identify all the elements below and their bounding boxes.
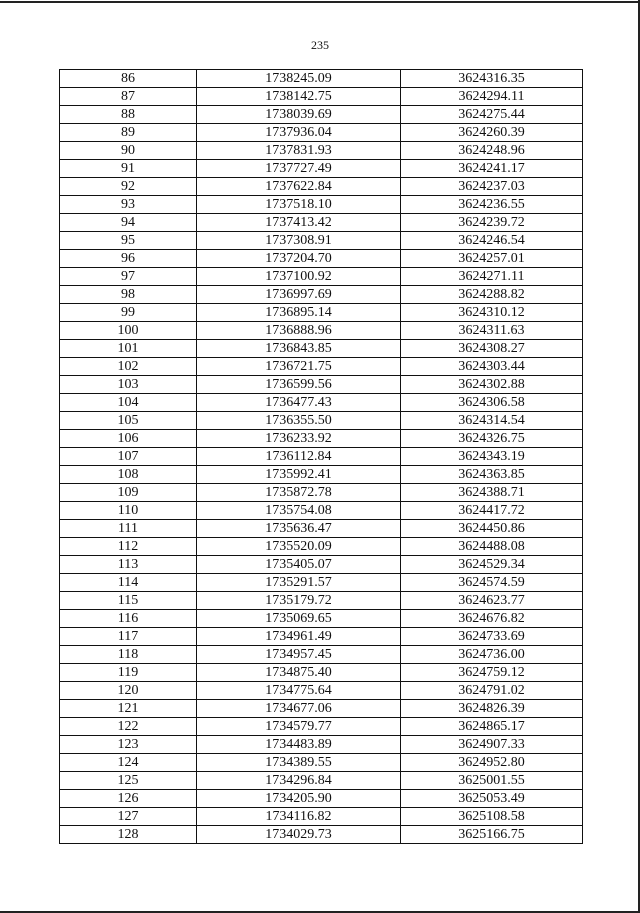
table-row bbox=[60, 250, 583, 268]
point-number-cell: 102 bbox=[60, 358, 197, 376]
table-row bbox=[60, 718, 583, 736]
table-row bbox=[60, 610, 583, 628]
table-row bbox=[60, 646, 583, 664]
table-row bbox=[60, 754, 583, 772]
y-coordinate-cell: 3624343.19 bbox=[401, 448, 583, 466]
point-number-cell: 87 bbox=[60, 88, 197, 106]
point-number-cell: 115 bbox=[60, 592, 197, 610]
x-coordinate-cell: 1735291.57 bbox=[197, 574, 401, 592]
table-row bbox=[60, 448, 583, 466]
y-coordinate-cell: 3624529.34 bbox=[401, 556, 583, 574]
table-row bbox=[60, 790, 583, 808]
y-coordinate-cell: 3624574.59 bbox=[401, 574, 583, 592]
point-number-cell: 119 bbox=[60, 664, 197, 682]
y-coordinate-cell: 3624310.12 bbox=[401, 304, 583, 322]
table-row bbox=[60, 70, 583, 88]
x-coordinate-cell: 1734029.73 bbox=[197, 826, 401, 844]
point-number-cell: 91 bbox=[60, 160, 197, 178]
point-number-cell: 122 bbox=[60, 718, 197, 736]
x-coordinate-cell: 1736233.92 bbox=[197, 430, 401, 448]
point-number-cell: 116 bbox=[60, 610, 197, 628]
table-row bbox=[60, 304, 583, 322]
point-number-cell: 96 bbox=[60, 250, 197, 268]
point-number-cell: 121 bbox=[60, 700, 197, 718]
y-coordinate-cell: 3624736.00 bbox=[401, 646, 583, 664]
x-coordinate-cell: 1736888.96 bbox=[197, 322, 401, 340]
table-row bbox=[60, 538, 583, 556]
point-number-cell: 108 bbox=[60, 466, 197, 484]
table-row bbox=[60, 430, 583, 448]
table-row bbox=[60, 484, 583, 502]
y-coordinate-cell: 3624260.39 bbox=[401, 124, 583, 142]
point-number-cell: 99 bbox=[60, 304, 197, 322]
x-coordinate-cell: 1734957.45 bbox=[197, 646, 401, 664]
table-row bbox=[60, 232, 583, 250]
table-row bbox=[60, 664, 583, 682]
point-number-cell: 95 bbox=[60, 232, 197, 250]
table-row bbox=[60, 808, 583, 826]
y-coordinate-cell: 3624303.44 bbox=[401, 358, 583, 376]
y-coordinate-cell: 3624676.82 bbox=[401, 610, 583, 628]
table-row bbox=[60, 628, 583, 646]
x-coordinate-cell: 1737936.04 bbox=[197, 124, 401, 142]
y-coordinate-cell: 3624236.55 bbox=[401, 196, 583, 214]
table-row bbox=[60, 178, 583, 196]
y-coordinate-cell: 3624257.01 bbox=[401, 250, 583, 268]
table-row bbox=[60, 772, 583, 790]
y-coordinate-cell: 3624306.58 bbox=[401, 394, 583, 412]
point-number-cell: 90 bbox=[60, 142, 197, 160]
table-row bbox=[60, 88, 583, 106]
table-row bbox=[60, 682, 583, 700]
scan-edge-top bbox=[0, 1, 640, 3]
point-number-cell: 106 bbox=[60, 430, 197, 448]
y-coordinate-cell: 3625166.75 bbox=[401, 826, 583, 844]
point-number-cell: 123 bbox=[60, 736, 197, 754]
x-coordinate-cell: 1734483.89 bbox=[197, 736, 401, 754]
x-coordinate-cell: 1736997.69 bbox=[197, 286, 401, 304]
x-coordinate-cell: 1735520.09 bbox=[197, 538, 401, 556]
point-number-cell: 94 bbox=[60, 214, 197, 232]
table-row bbox=[60, 286, 583, 304]
x-coordinate-cell: 1734579.77 bbox=[197, 718, 401, 736]
table-row bbox=[60, 574, 583, 592]
table-row bbox=[60, 592, 583, 610]
point-number-cell: 104 bbox=[60, 394, 197, 412]
table-row bbox=[60, 700, 583, 718]
x-coordinate-cell: 1736112.84 bbox=[197, 448, 401, 466]
y-coordinate-cell: 3624326.75 bbox=[401, 430, 583, 448]
x-coordinate-cell: 1734389.55 bbox=[197, 754, 401, 772]
table-row bbox=[60, 106, 583, 124]
y-coordinate-cell: 3624241.17 bbox=[401, 160, 583, 178]
table-row bbox=[60, 142, 583, 160]
x-coordinate-cell: 1734775.64 bbox=[197, 682, 401, 700]
y-coordinate-cell: 3624288.82 bbox=[401, 286, 583, 304]
y-coordinate-cell: 3624275.44 bbox=[401, 106, 583, 124]
point-number-cell: 120 bbox=[60, 682, 197, 700]
point-number-cell: 109 bbox=[60, 484, 197, 502]
x-coordinate-cell: 1736843.85 bbox=[197, 340, 401, 358]
x-coordinate-cell: 1736721.75 bbox=[197, 358, 401, 376]
x-coordinate-cell: 1737308.91 bbox=[197, 232, 401, 250]
x-coordinate-cell: 1735872.78 bbox=[197, 484, 401, 502]
table-row bbox=[60, 556, 583, 574]
y-coordinate-cell: 3624733.69 bbox=[401, 628, 583, 646]
table-row bbox=[60, 394, 583, 412]
point-number-cell: 114 bbox=[60, 574, 197, 592]
table-row bbox=[60, 196, 583, 214]
x-coordinate-cell: 1735069.65 bbox=[197, 610, 401, 628]
table-row bbox=[60, 412, 583, 430]
x-coordinate-cell: 1734677.06 bbox=[197, 700, 401, 718]
table-row bbox=[60, 466, 583, 484]
x-coordinate-cell: 1735636.47 bbox=[197, 520, 401, 538]
point-number-cell: 118 bbox=[60, 646, 197, 664]
point-number-cell: 89 bbox=[60, 124, 197, 142]
y-coordinate-cell: 3624759.12 bbox=[401, 664, 583, 682]
y-coordinate-cell: 3624239.72 bbox=[401, 214, 583, 232]
table-row bbox=[60, 322, 583, 340]
table-row bbox=[60, 376, 583, 394]
y-coordinate-cell: 3624314.54 bbox=[401, 412, 583, 430]
x-coordinate-cell: 1737100.92 bbox=[197, 268, 401, 286]
table-row bbox=[60, 124, 583, 142]
y-coordinate-cell: 3624311.63 bbox=[401, 322, 583, 340]
y-coordinate-cell: 3624791.02 bbox=[401, 682, 583, 700]
point-number-cell: 105 bbox=[60, 412, 197, 430]
table-row bbox=[60, 268, 583, 286]
y-coordinate-cell: 3624865.17 bbox=[401, 718, 583, 736]
x-coordinate-cell: 1736895.14 bbox=[197, 304, 401, 322]
point-number-cell: 113 bbox=[60, 556, 197, 574]
point-number-cell: 100 bbox=[60, 322, 197, 340]
point-number-cell: 92 bbox=[60, 178, 197, 196]
table-row bbox=[60, 160, 583, 178]
y-coordinate-cell: 3624450.86 bbox=[401, 520, 583, 538]
x-coordinate-cell: 1737413.42 bbox=[197, 214, 401, 232]
x-coordinate-cell: 1736599.56 bbox=[197, 376, 401, 394]
point-number-cell: 97 bbox=[60, 268, 197, 286]
point-number-cell: 107 bbox=[60, 448, 197, 466]
point-number-cell: 127 bbox=[60, 808, 197, 826]
x-coordinate-cell: 1737622.84 bbox=[197, 178, 401, 196]
table-row bbox=[60, 736, 583, 754]
x-coordinate-cell: 1734116.82 bbox=[197, 808, 401, 826]
x-coordinate-cell: 1738245.09 bbox=[197, 70, 401, 88]
point-number-cell: 112 bbox=[60, 538, 197, 556]
x-coordinate-cell: 1734875.40 bbox=[197, 664, 401, 682]
y-coordinate-cell: 3624488.08 bbox=[401, 538, 583, 556]
y-coordinate-cell: 3625108.58 bbox=[401, 808, 583, 826]
y-coordinate-cell: 3624388.71 bbox=[401, 484, 583, 502]
point-number-cell: 117 bbox=[60, 628, 197, 646]
table-row bbox=[60, 214, 583, 232]
x-coordinate-cell: 1738039.69 bbox=[197, 106, 401, 124]
x-coordinate-cell: 1734296.84 bbox=[197, 772, 401, 790]
y-coordinate-cell: 3624826.39 bbox=[401, 700, 583, 718]
x-coordinate-cell: 1734205.90 bbox=[197, 790, 401, 808]
coordinates-table bbox=[59, 69, 583, 844]
x-coordinate-cell: 1735992.41 bbox=[197, 466, 401, 484]
y-coordinate-cell: 3624417.72 bbox=[401, 502, 583, 520]
point-number-cell: 101 bbox=[60, 340, 197, 358]
point-number-cell: 126 bbox=[60, 790, 197, 808]
x-coordinate-cell: 1737831.93 bbox=[197, 142, 401, 160]
y-coordinate-cell: 3624246.54 bbox=[401, 232, 583, 250]
x-coordinate-cell: 1737204.70 bbox=[197, 250, 401, 268]
x-coordinate-cell: 1734961.49 bbox=[197, 628, 401, 646]
y-coordinate-cell: 3624363.85 bbox=[401, 466, 583, 484]
point-number-cell: 93 bbox=[60, 196, 197, 214]
x-coordinate-cell: 1737518.10 bbox=[197, 196, 401, 214]
x-coordinate-cell: 1735179.72 bbox=[197, 592, 401, 610]
y-coordinate-cell: 3625001.55 bbox=[401, 772, 583, 790]
x-coordinate-cell: 1738142.75 bbox=[197, 88, 401, 106]
y-coordinate-cell: 3624237.03 bbox=[401, 178, 583, 196]
page-number: 235 bbox=[311, 38, 329, 52]
table-row bbox=[60, 358, 583, 376]
point-number-cell: 125 bbox=[60, 772, 197, 790]
point-number-cell: 88 bbox=[60, 106, 197, 124]
point-number-cell: 98 bbox=[60, 286, 197, 304]
x-coordinate-cell: 1736477.43 bbox=[197, 394, 401, 412]
y-coordinate-cell: 3624271.11 bbox=[401, 268, 583, 286]
x-coordinate-cell: 1737727.49 bbox=[197, 160, 401, 178]
y-coordinate-cell: 3624623.77 bbox=[401, 592, 583, 610]
table-row bbox=[60, 520, 583, 538]
y-coordinate-cell: 3624316.35 bbox=[401, 70, 583, 88]
table-row bbox=[60, 340, 583, 358]
point-number-cell: 124 bbox=[60, 754, 197, 772]
x-coordinate-cell: 1736355.50 bbox=[197, 412, 401, 430]
y-coordinate-cell: 3624294.11 bbox=[401, 88, 583, 106]
point-number-cell: 128 bbox=[60, 826, 197, 844]
coordinates-table-body bbox=[60, 70, 583, 844]
y-coordinate-cell: 3624302.88 bbox=[401, 376, 583, 394]
point-number-cell: 111 bbox=[60, 520, 197, 538]
y-coordinate-cell: 3625053.49 bbox=[401, 790, 583, 808]
point-number-cell: 103 bbox=[60, 376, 197, 394]
point-number-cell: 110 bbox=[60, 502, 197, 520]
y-coordinate-cell: 3624248.96 bbox=[401, 142, 583, 160]
table-row bbox=[60, 826, 583, 844]
table-row bbox=[60, 502, 583, 520]
y-coordinate-cell: 3624308.27 bbox=[401, 340, 583, 358]
x-coordinate-cell: 1735754.08 bbox=[197, 502, 401, 520]
point-number-cell: 86 bbox=[60, 70, 197, 88]
y-coordinate-cell: 3624952.80 bbox=[401, 754, 583, 772]
y-coordinate-cell: 3624907.33 bbox=[401, 736, 583, 754]
x-coordinate-cell: 1735405.07 bbox=[197, 556, 401, 574]
